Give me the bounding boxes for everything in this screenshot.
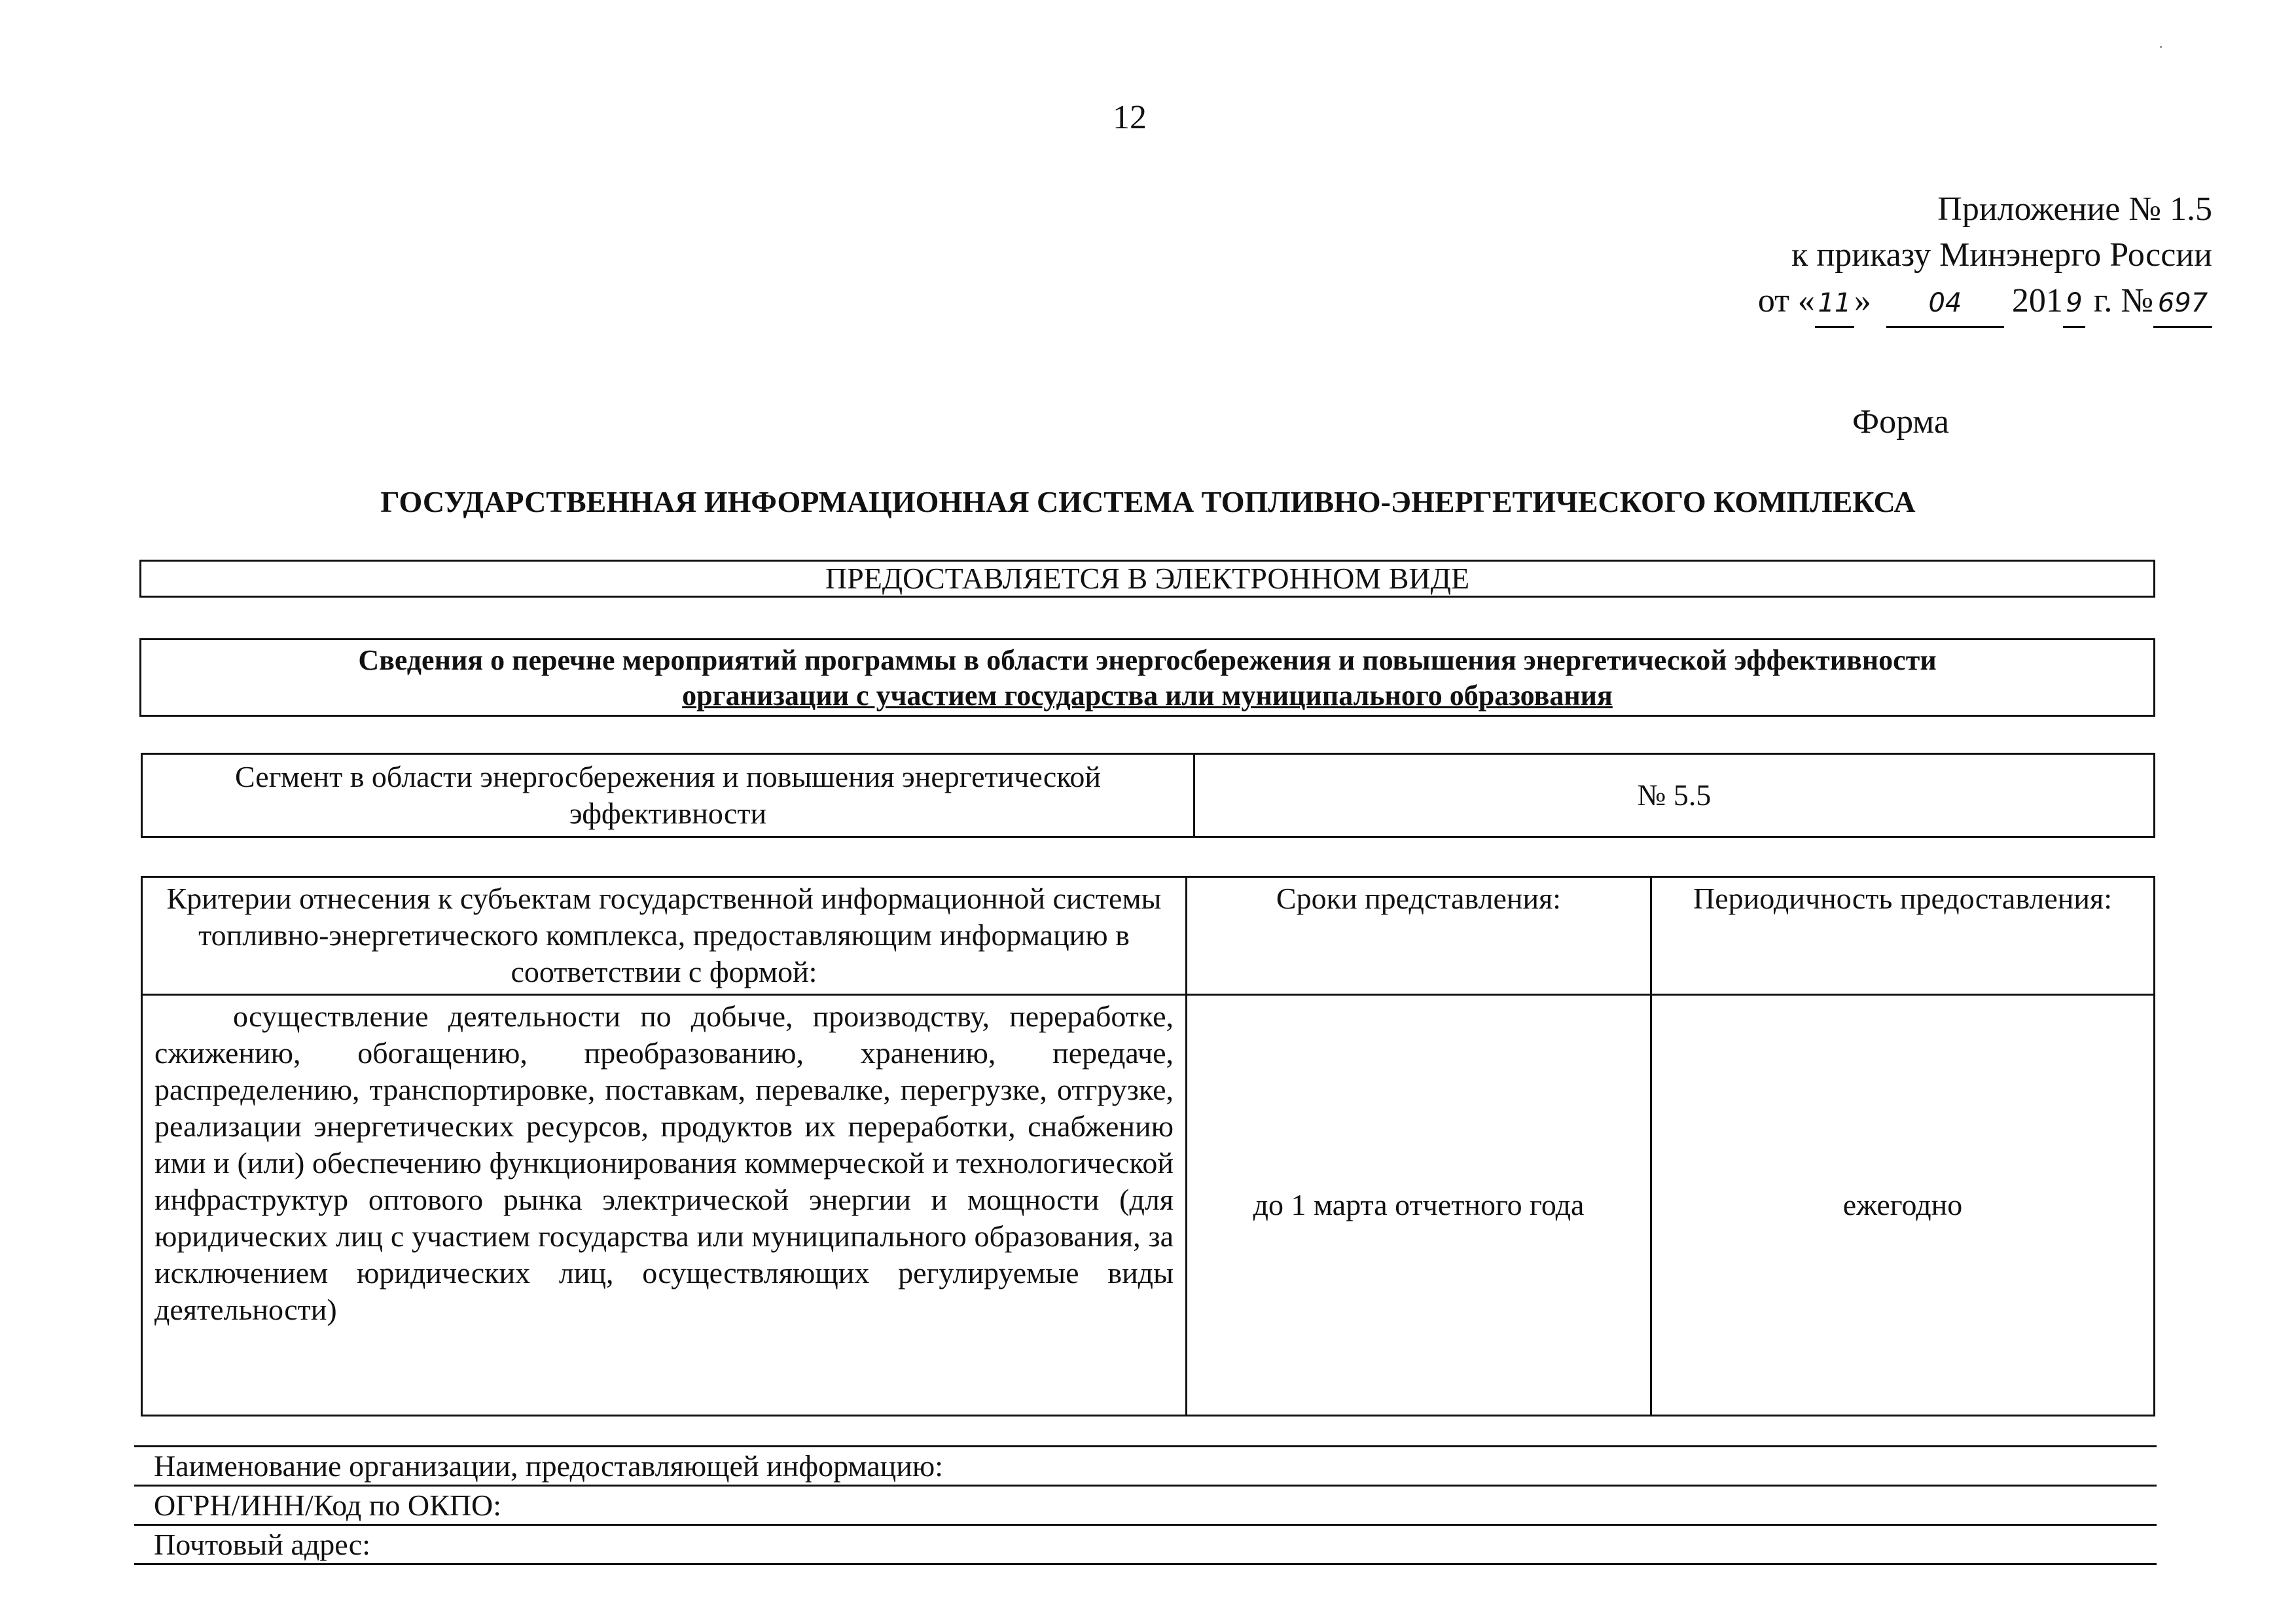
date-year-digit: 9 (2063, 280, 2085, 328)
appendix-header (1623, 187, 2212, 328)
segment-table (141, 753, 2155, 838)
criteria-header: Критерии отнесения к субъектам государственной информационной системы топливно-энергетического комплекса, предоставляющим информацию в соответствии с формой: (142, 877, 1187, 995)
appendix-line-1: Приложение № 1.5 (1937, 190, 2212, 228)
date-month: 04 (1886, 280, 2004, 328)
electronic-notice: ПРЕДОСТАВЛЯЕТСЯ В ЭЛЕКТРОННОМ ВИДЕ (139, 560, 2155, 598)
info-title-line-1: Сведения о перечне мероприятий программы в области энергосбережения и повышения энергетической эффективности (358, 644, 1937, 676)
periodicity-header: Периодичность предоставления: (1651, 877, 2155, 995)
deadline-header: Сроки представления: (1187, 877, 1651, 995)
info-title-line-2: организации с участием государства или муниципального образования (682, 679, 1613, 712)
date-prefix: от « (1757, 282, 1815, 319)
date-day: 11 (1815, 280, 1854, 328)
deadline-cell: до 1 марта отчетного года (1187, 995, 1651, 1416)
appendix-date-line (1623, 278, 2212, 328)
table-header-row (142, 877, 2155, 995)
ogrn-inn-okpo-field: ОГРН/ИНН/Код по ОКПО: (134, 1487, 2157, 1526)
criteria-table (141, 876, 2155, 1416)
info-title-box (139, 638, 2155, 717)
order-number-label: г. № (2085, 282, 2153, 319)
postal-address-field: Почтовый адрес: (134, 1526, 2157, 1565)
main-title: ГОСУДАРСТВЕННАЯ ИНФОРМАЦИОННАЯ СИСТЕМА ТОПЛИВНО-ЭНЕРГЕТИЧЕСКОГО КОМПЛЕКСА (380, 485, 1916, 518)
scan-speck (2160, 46, 2162, 48)
criteria-cell (142, 995, 1187, 1416)
table-row (142, 995, 2155, 1416)
form-label: Форма (1852, 403, 1949, 441)
organization-name-field: Наименование организации, предоставляющей информацию: (134, 1448, 2157, 1487)
segment-label: Сегмент в области энергосбережения и повышения энергетической эффективности (142, 754, 1194, 837)
date-quote-close: » (1854, 282, 1871, 319)
order-number: 697 (2153, 280, 2212, 328)
periodicity-cell: ежегодно (1651, 995, 2155, 1416)
date-year-prefix: 201 (2011, 282, 2063, 319)
footer-top-rule (134, 1445, 2157, 1447)
page-number: 12 (1113, 99, 1147, 136)
appendix-line-2: к приказу Минэнерго России (1791, 236, 2212, 274)
criteria-text: осуществление деятельности по добыче, производству, переработке, сжижению, обогащению, преобразованию, хранению, передаче, распределению, транспортировке, поставкам, перевалке, перегрузке, отгрузке, реализации энергетических ресурсов, продуктов их переработки, снабжению ими и (или) обеспечению функционирования коммерческой и технологической инфраструктур оптового рынка электрической энергии и мощности (для юридических лиц с участием государства или муниципального образования, за исключением юридических лиц, осуществляющих регулируемые виды деятельности) (154, 1000, 1174, 1326)
segment-value: № 5.5 (1194, 754, 2155, 837)
